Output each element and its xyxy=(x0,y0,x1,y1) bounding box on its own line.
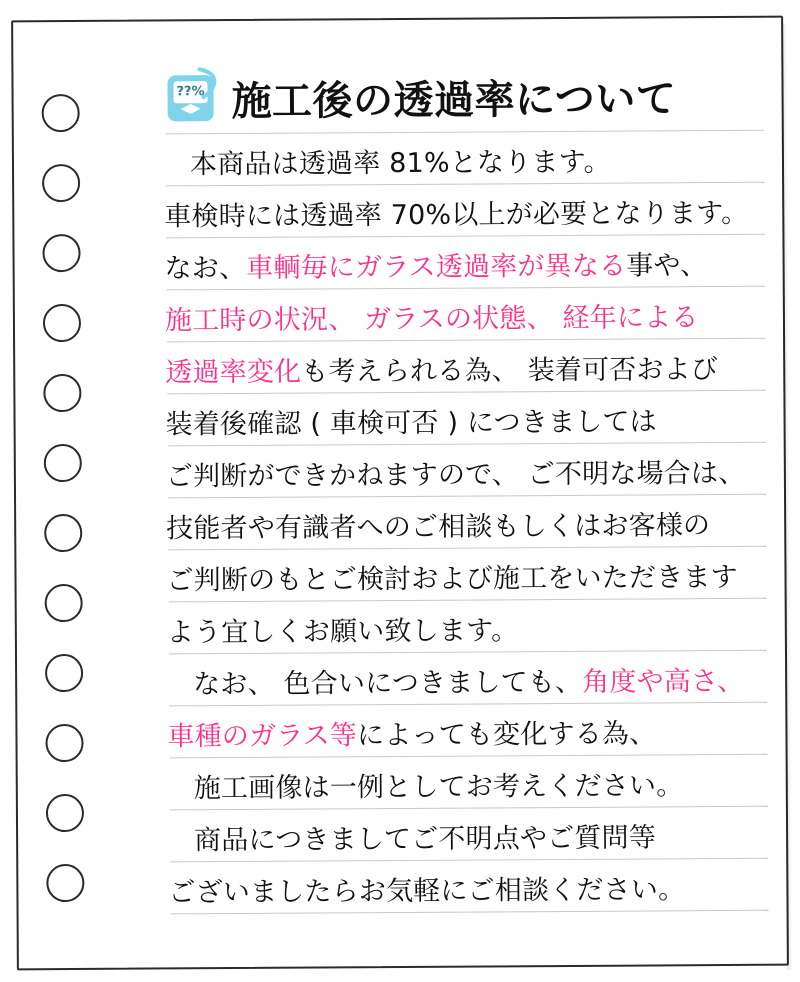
body-text: なお、 xyxy=(164,252,247,284)
note-line xyxy=(164,236,756,292)
body-text: 本商品は透過率 81%となります。 xyxy=(189,146,611,180)
punch-hole xyxy=(46,864,84,902)
body-text: 車検時には透過率 70%以上が必要となります。 xyxy=(164,197,749,232)
note-line xyxy=(166,496,758,552)
punch-hole xyxy=(46,794,84,832)
body-text: 装着後確認 ( 車検可否 ) につきましては xyxy=(165,405,657,440)
icon-percent-label: ??% xyxy=(173,81,207,103)
punch-hole xyxy=(44,444,82,482)
body-text: よう宜しくお願い致します。 xyxy=(166,614,519,648)
note-line xyxy=(167,652,759,708)
punch-hole xyxy=(45,724,83,762)
punch-holes xyxy=(38,94,103,924)
note-line xyxy=(166,444,758,500)
note-lines xyxy=(164,132,761,916)
punch-hole xyxy=(45,584,83,622)
body-text: なお、 色合いにつきましても、 xyxy=(193,666,583,700)
note-line xyxy=(164,184,756,240)
highlight-text: 車輌毎にガラス透過率が異なる xyxy=(246,250,627,284)
punch-hole xyxy=(42,234,80,272)
body-text: 事や、 xyxy=(626,249,708,282)
note-line xyxy=(168,808,760,864)
body-text: ご判断のもとご検討および施工をいただきます xyxy=(166,561,738,596)
note-line xyxy=(165,392,757,448)
body-text: ご判断ができかねますので、 ご不明な場合は、 xyxy=(165,457,746,492)
note-title-row xyxy=(163,58,755,136)
note-content xyxy=(163,58,760,916)
highlight-text: 透過率変化 xyxy=(165,356,302,388)
note-line xyxy=(168,756,760,812)
highlight-text: 施工時の状況、 ガラスの状態、 経年による xyxy=(164,301,699,336)
note-line xyxy=(167,600,759,656)
page-title: 施工後の透過率について xyxy=(231,75,677,125)
highlight-text: 角度や高さ、 xyxy=(582,665,745,698)
percent-question-icon xyxy=(163,69,221,127)
icon-swoosh xyxy=(197,67,223,101)
body-text: 施工画像は一例としてお考えください。 xyxy=(193,769,684,804)
note-line xyxy=(165,340,757,396)
punch-hole xyxy=(43,304,81,342)
notepad-sheet xyxy=(11,16,789,971)
punch-hole xyxy=(45,654,83,692)
body-text: ございましたらお気軽にご相談ください。 xyxy=(168,873,686,908)
note-line xyxy=(168,860,760,916)
punch-hole xyxy=(42,94,80,132)
body-text: によっても変化する為、 xyxy=(356,717,657,751)
punch-hole xyxy=(43,374,81,412)
punch-hole xyxy=(42,164,80,202)
highlight-text: 車種のガラス等 xyxy=(167,719,358,752)
note-line xyxy=(167,704,759,760)
note-line xyxy=(165,288,757,344)
icon-arrows-label: ◀▶ xyxy=(180,101,201,117)
punch-hole xyxy=(44,514,82,552)
note-line xyxy=(164,132,756,188)
body-text: も考えられる為、 装着可否および xyxy=(301,353,719,388)
body-text: 商品につきましてご不明点やご質問等 xyxy=(194,821,657,856)
body-text: 技能者や有識者へのご相談もしくはお客様の xyxy=(166,509,711,544)
note-line xyxy=(166,548,758,604)
